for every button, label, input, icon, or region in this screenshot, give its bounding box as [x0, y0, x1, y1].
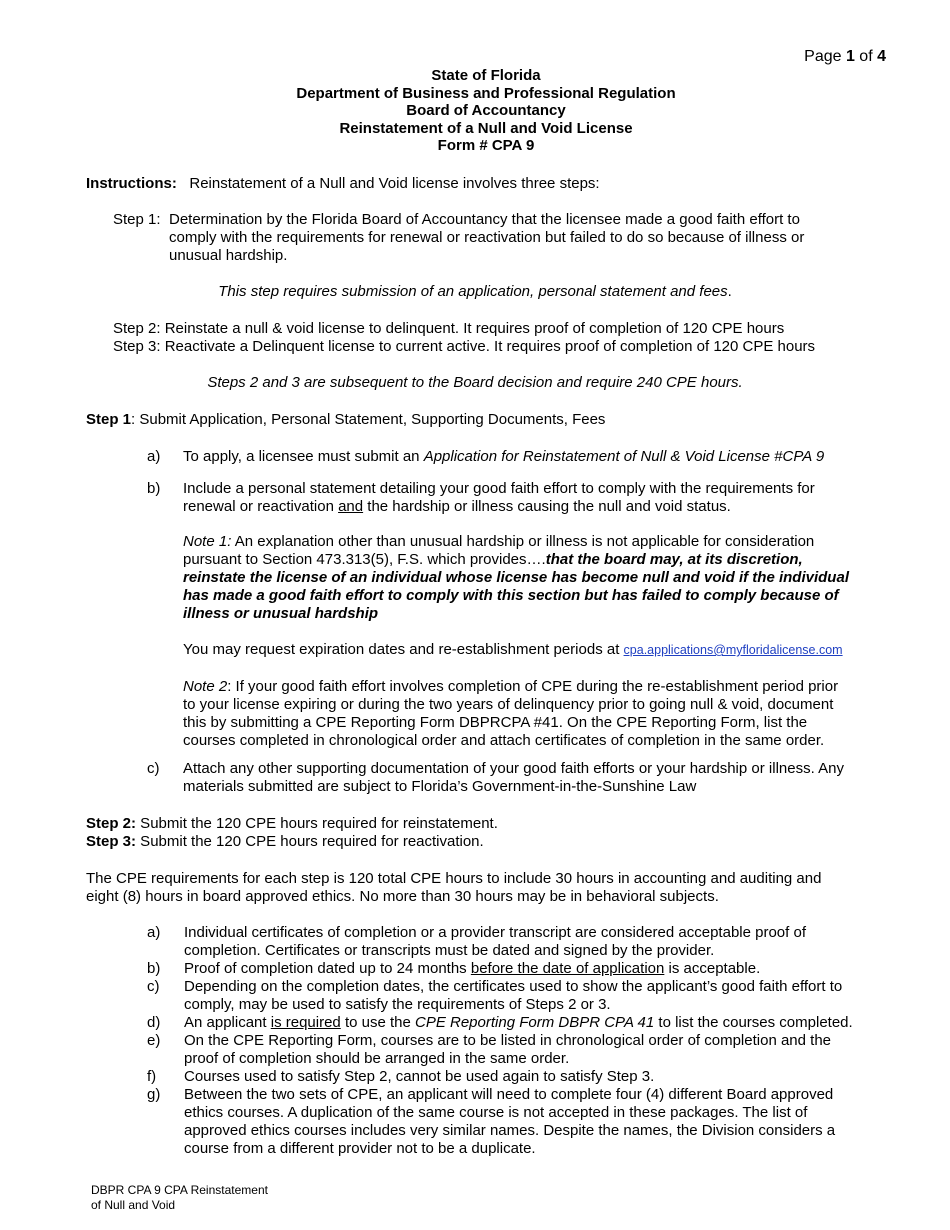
item-c-line1: Attach any other supporting documentation of your good faith efforts or your hardship or illness. Any [183, 760, 844, 777]
cpe-e-marker: e) [147, 1032, 161, 1049]
cpe-d-text: An applicant is required to use the CPE Reporting Form DBPR CPA 41 to list the courses completed. [184, 1014, 853, 1031]
note1-line5: illness or unusual hardship [183, 605, 379, 622]
cpe-d-marker: d) [147, 1014, 161, 1031]
step1-desc-line1: Determination by the Florida Board of Accountancy that the licensee made a good faith effort to [169, 211, 800, 228]
instructions: Instructions: Reinstatement of a Null and Void license involves three steps: [86, 175, 600, 192]
step3-submit: Step 3: Submit the 120 CPE hours required for reactivation. [86, 833, 484, 850]
cpe-f-marker: f) [147, 1068, 157, 1085]
cpe-g-line2: ethics courses. A duplication of the same course is not accepted in these packages. The list of [184, 1104, 808, 1121]
item-b-marker: b) [147, 480, 161, 497]
header-form-number: Form # CPA 9 [437, 137, 535, 155]
cpe-f-text: Courses used to satisfy Step 2, cannot be used again to satisfy Step 3. [184, 1068, 655, 1085]
request-line: You may request expiration dates and re-establishment periods at cpa.applications@myfloridalicense.com [183, 641, 843, 658]
cpe-a-marker: a) [147, 924, 161, 941]
header-department: Department of Business and Professional Regulation [296, 84, 676, 102]
note1-line4: has made a good faith effort to comply with this section but has failed to comply because of [183, 587, 839, 604]
cpe-a-line1: Individual certificates of completion or a provider transcript are considered acceptable proof of [184, 924, 806, 941]
page-number: Page 1 of 4 [804, 48, 886, 65]
step1-desc-line2: comply with the requirements for renewal or reactivation but failed to do so because of illness or [169, 229, 805, 246]
cpe-para-line1: The CPE requirements for each step is 120 total CPE hours to include 30 hours in accounting and auditing and [86, 870, 822, 887]
step1-note: This step requires submission of an application, personal statement and fees. [218, 283, 732, 300]
item-c-marker: c) [147, 760, 160, 777]
item-a-marker: a) [147, 448, 161, 465]
note1-line3: reinstate the license of an individual whose license has become null and void if the individual [183, 569, 849, 586]
note1-line2: pursuant to Section 473.313(5), F.S. which provides….that the board may, at its discretion, [183, 551, 803, 568]
step1-desc-line3: unusual hardship. [169, 247, 288, 264]
step3-desc: Step 3: Reactivate a Delinquent license to current active. It requires proof of completion of 120 CPE hours [113, 338, 816, 355]
item-a-text: To apply, a licensee must submit an Application for Reinstatement of Null & Void License #CPA 9 [183, 448, 825, 465]
step1-label: Step 1: [113, 211, 161, 228]
email-link[interactable]: cpa.applications@myfloridalicense.com [623, 643, 843, 657]
step2-submit: Step 2: Submit the 120 CPE hours required for reinstatement. [86, 815, 498, 832]
item-b-line2: renewal or reactivation and the hardship or illness causing the null and void status. [183, 498, 731, 515]
cpe-c-marker: c) [147, 978, 160, 995]
item-c-line2: materials submitted are subject to Florida’s Government-in-the-Sunshine Law [183, 778, 697, 795]
cpe-c-line2: comply, may be used to satisfy the requirements of Steps 2 or 3. [184, 996, 611, 1013]
step2-desc: Step 2: Reinstate a null & void license to delinquent. It requires proof of completion of 120 CPE hours [113, 320, 785, 337]
header-state: State of Florida [431, 67, 541, 84]
cpe-g-line3: approved ethics courses includes very similar names. Despite the names, the Division considers a [184, 1122, 836, 1139]
note2-line4: courses completed in chronological order and attach certificates of completion in the same order. [183, 732, 825, 749]
note1-line1: Note 1: An explanation other than unusual hardship or illness is not applicable for consideration [183, 533, 815, 550]
cpe-b-marker: b) [147, 960, 161, 977]
header-board: Board of Accountancy [406, 102, 566, 120]
cpe-e-line2: proof of completion should be arranged in the same order. [184, 1050, 570, 1067]
footer-line2: of Null and Void [91, 1198, 176, 1212]
footer-line1: DBPR CPA 9 CPA Reinstatement [91, 1183, 268, 1197]
step1-section-title: Step 1: Submit Application, Personal Statement, Supporting Documents, Fees [86, 411, 606, 428]
note2-line3: this by submitting a CPE Reporting Form DBPRCPA #41. On the CPE Reporting Form, list the [183, 714, 808, 731]
cpe-b-text: Proof of completion dated up to 24 months before the date of application is acceptable. [184, 960, 761, 977]
note2-line1: Note 2: If your good faith effort involves completion of CPE during the re-establishment period prior [183, 678, 839, 695]
item-b-line1: Include a personal statement detailing your good faith effort to comply with the requirements for [183, 480, 815, 497]
page-footer [91, 1183, 268, 1213]
header-title: Reinstatement of a Null and Void License [339, 119, 633, 137]
steps23-note: Steps 2 and 3 are subsequent to the Board decision and require 240 CPE hours. [207, 374, 743, 391]
cpe-para-line2: eight (8) hours in board approved ethics. No more than 30 hours may be in behavioral subjects. [86, 888, 719, 905]
cpe-e-line1: On the CPE Reporting Form, courses are to be listed in chronological order of completion and the [184, 1032, 832, 1049]
cpe-c-line1: Depending on the completion dates, the certificates used to show the applicant’s good faith effort to [184, 978, 843, 995]
cpe-g-line1: Between the two sets of CPE, an applicant will need to complete four (4) different Board approved [184, 1086, 834, 1103]
form-header [0, 67, 950, 155]
cpe-g-line4: course from a different provider not to be a duplicate. [184, 1140, 536, 1157]
note2-line2: to your license expiring or during the two years of delinquency prior to going null & void, document [183, 696, 834, 713]
cpe-g-marker: g) [147, 1086, 161, 1103]
cpe-a-line2: completion. Certificates or transcripts must be dated and signed by the provider. [184, 942, 715, 959]
